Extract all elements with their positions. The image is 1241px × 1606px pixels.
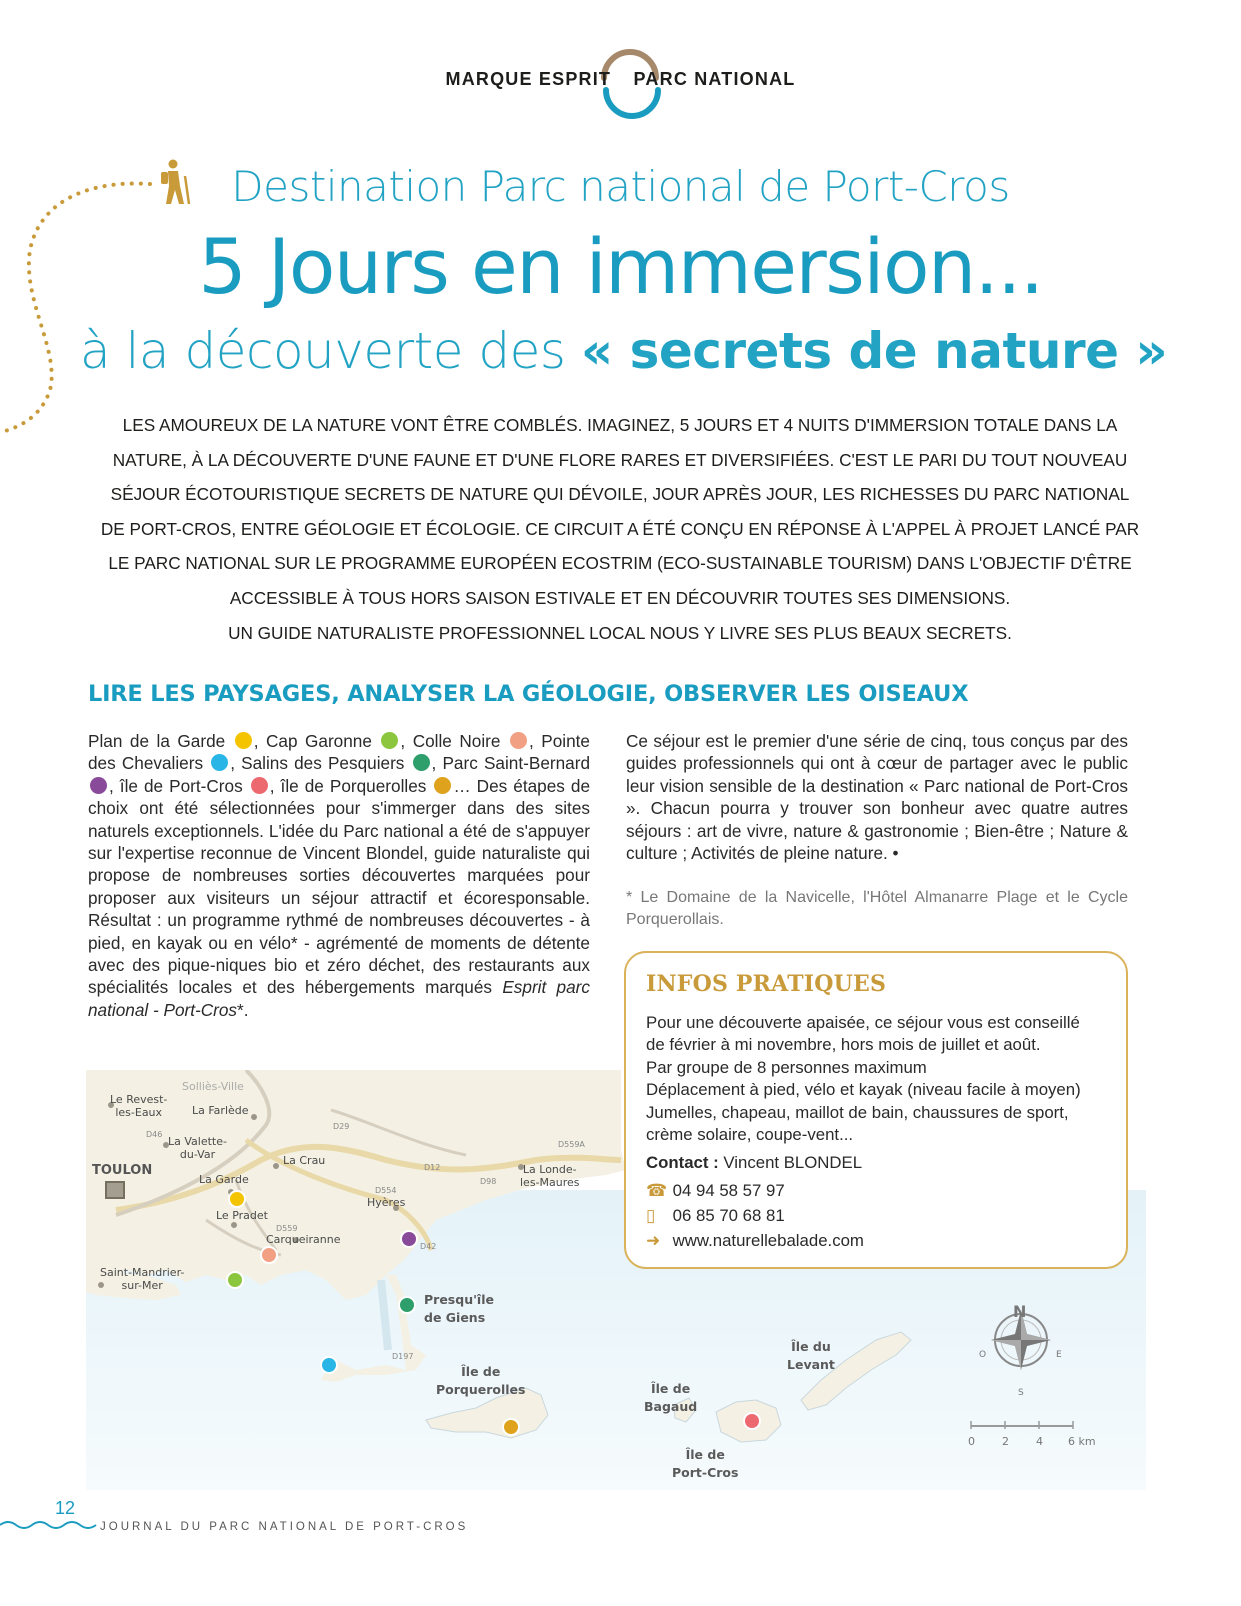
intro-line: LE PARC NATIONAL SUR LE PROGRAMME EUROPÉEN ECOSTRIM (ECO-SUSTAINABLE TOURISM) DANS L'OBJECTIF D'ÊTRE — [108, 553, 1132, 574]
text-fragment: , Pointe des Chevaliers — [88, 731, 590, 774]
road-label: D197 — [392, 1352, 414, 1361]
wave-decoration — [0, 1518, 100, 1532]
road-label: D559A — [558, 1140, 585, 1149]
kicker-part1: MARQUE ESPRIT — [445, 69, 612, 89]
map-label: La Londe- les-Maures — [520, 1163, 580, 1189]
yellow-marker-icon — [235, 732, 252, 749]
map-label: Le Revest- les-Eaux — [110, 1093, 168, 1119]
scale-label: 2 — [1002, 1435, 1009, 1448]
intro-line: DE PORT-CROS, ENTRE GÉOLOGIE ET ÉCOLOGIE. CE CIRCUIT A ÉTÉ CONÇU EN RÉPONSE À L'APPEL À PROJET LANCÉ PAR — [100, 518, 1140, 539]
phone-line — [646, 1181, 785, 1201]
footnote: * Le Domaine de la Navicelle, l'Hôtel Almanarre Plage et le Cycle Porquerollais. — [626, 889, 1128, 929]
mobile-number[interactable]: 06 85 70 68 81 — [672, 1206, 785, 1225]
dark-green-marker-icon — [413, 754, 430, 771]
orange-marker-icon — [434, 777, 451, 794]
info-line: Jumelles, chapeau, maillot de bain, chaussures de sport, — [646, 1102, 1069, 1122]
cyan-marker-icon — [211, 754, 228, 771]
page-number: 12 — [55, 1498, 76, 1518]
map-label-giens: Presqu'île de Giens — [424, 1292, 494, 1325]
compass-south: S — [1018, 1388, 1024, 1398]
text-fragment: Plan de la Garde — [88, 731, 226, 751]
arrow-right-icon: ➜ — [646, 1231, 661, 1250]
infos-title: INFOS PRATIQUES — [646, 971, 887, 997]
road-label: D12 — [424, 1163, 441, 1172]
map-label-porquerolles: Île de Porquerolles — [436, 1364, 526, 1397]
website-line — [646, 1231, 864, 1251]
road-label: D29 — [333, 1122, 350, 1131]
map-label-levant: Île du Levant — [787, 1339, 835, 1372]
map-label-bagaud: Île de Bagaud — [644, 1381, 698, 1414]
map-label: Hyères — [367, 1196, 406, 1209]
phone-number[interactable]: 04 94 58 57 97 — [672, 1181, 785, 1200]
scale-label: 4 — [1036, 1435, 1043, 1448]
map-label: La Crau — [283, 1154, 326, 1167]
map-label: Carqueiranne — [266, 1233, 341, 1246]
right-column-text: Ce séjour est le premier d'une série de cinq, tous conçus par des guides professionnels qui ont à cœur de partager avec le public leur vision sensible de la destination « Parc national de Port-Cros ». Chacun pourra y trouver son bonheur avec quatre autres séjours : art de vivre, nature & gastronomie ; Bien-être ; Nature & culture ; Activités de pleine nature. • — [626, 731, 1128, 864]
text-fragment: , île de Port-Cros — [109, 775, 243, 796]
main-title: 5 Jours en immersion... — [198, 222, 1043, 311]
map-label: La Farlède — [192, 1104, 249, 1117]
text-fragment: , île de Porquerolles — [269, 775, 427, 796]
brand-kicker — [0, 69, 1241, 90]
road-label: D559 — [276, 1224, 298, 1233]
intro-line: ACCESSIBLE À TOUS HORS SAISON ESTIVALE ET EN DÉCOUVRIR TOUTES SES DIMENSIONS. — [229, 587, 1011, 608]
map-label: La Garde — [199, 1173, 249, 1186]
intro-line: SÉJOUR ÉCOTOURISTIQUE SECRETS DE NATURE QUI DÉVOILE, JOUR APRÈS JOUR, LES RICHESSES DU PARC NATIONAL — [110, 484, 1130, 505]
left-column-text — [88, 730, 590, 1021]
text-fragment: , Salins des Pesquiers — [230, 753, 405, 774]
intro-paragraph — [90, 408, 1150, 650]
info-line: Par groupe de 8 personnes maximum — [646, 1057, 927, 1077]
text-fragment: , Cap Garonne — [253, 731, 372, 751]
map-label: La Valette- du-Var — [168, 1135, 227, 1161]
text-fragment: *. — [237, 999, 249, 1020]
info-line: Déplacement à pied, vélo et kayak (niveau facile à moyen) — [646, 1080, 1081, 1100]
salmon-marker-icon — [510, 732, 527, 749]
intro-line: UN GUIDE NATURALISTE PROFESSIONNEL LOCAL NOUS Y LIVRE SES PLUS BEAUX SECRETS. — [228, 622, 1012, 643]
info-line: de février à mi novembre, hors mois de juillet et août. — [646, 1035, 1041, 1055]
text-fragment: , Parc Saint-Bernard — [431, 753, 591, 774]
website-link[interactable]: www.naturellebalade.com — [672, 1231, 864, 1250]
intro-line: NATURE, À LA DÉCOUVERTE D'UNE FAUNE ET D'UNE FLORE RARES ET DIVERSIFIÉES. C'EST LE PARI DU TOUT NOUVEAU — [112, 449, 1128, 470]
tagline-pre: à la découverte des — [80, 322, 566, 380]
tagline-bold: « secrets de nature » — [580, 322, 1168, 380]
infos-pratiques-box — [624, 951, 1128, 1269]
map-label: Solliès-Ville — [182, 1080, 244, 1093]
telephone-icon: ☎ — [646, 1181, 668, 1200]
road-label: D42 — [420, 1242, 437, 1251]
compass-east: E — [1056, 1350, 1062, 1360]
intro-line: LES AMOUREUX DE LA NATURE VONT ÊTRE COMBLÉS. IMAGINEZ, 5 JOURS ET 4 NUITS D'IMMERSION TOTALE DANS LA — [122, 415, 1118, 435]
red-marker-icon — [251, 777, 268, 794]
purple-marker-icon — [90, 777, 107, 794]
green-marker-icon — [381, 732, 398, 749]
compass-west: O — [979, 1350, 987, 1360]
label-name-italic: Esprit parc national - Port-Cros — [88, 977, 590, 1020]
tagline — [80, 322, 1168, 380]
mobile-line — [646, 1206, 785, 1226]
map-label: Saint-Mandrier- sur-Mer — [100, 1266, 185, 1292]
section-heading: LIRE LES PAYSAGES, ANALYSER LA GÉOLOGIE, OBSERVER LES OISEAUX — [88, 681, 969, 707]
scale-label: 0 — [968, 1435, 975, 1448]
text-fragment: … Des étapes de choix ont été sélectionnées pour s'immerger dans des sites naturels exceptionnels. L'idée du Parc national a été de s'appuyer sur l'expertise reconnue de Vincent Blondel, guide naturaliste qui propose de nombreuses sorties découvertes marquées pour proposer aux visiteurs un séjour attractif et écoresponsable. Résultat : un programme rythmé de nombreuses découvertes - à pied, en kayak ou en vélo* - agrémenté de moments de détente avec des pique-niques bio et zéro déchet, des restaurants aux spécialités locales et des hébergements marqués — [88, 775, 591, 998]
infos-body — [646, 1012, 1116, 1146]
subtitle-destination: Destination Parc national de Port-Cros — [231, 162, 1010, 211]
map-label-portcros: Île de Port-Cros — [672, 1447, 739, 1480]
scale-label: 6 km — [1068, 1435, 1096, 1448]
info-line: Pour une découverte apaisée, ce séjour vous est conseillé — [646, 1013, 1080, 1032]
map-label-toulon: TOULON — [92, 1163, 153, 1178]
journal-name: JOURNAL DU PARC NATIONAL DE PORT-CROS — [100, 1521, 469, 1533]
compass-north: N — [1013, 1302, 1027, 1321]
contact-name: Vincent BLONDEL — [723, 1153, 863, 1172]
kicker-part2: PARC NATIONAL — [633, 69, 796, 89]
contact-line — [646, 1153, 862, 1173]
road-label: D554 — [375, 1186, 397, 1195]
road-label: D46 — [146, 1130, 163, 1139]
mobile-phone-icon: ▯ — [646, 1206, 656, 1225]
text-fragment: , Colle Noire — [400, 731, 501, 751]
map-label: Le Pradet — [216, 1209, 268, 1222]
road-label: D98 — [480, 1177, 497, 1186]
marker-plan-de-la-garde — [229, 1191, 245, 1207]
info-line: crème solaire, coupe-vent... — [646, 1125, 854, 1145]
contact-label: Contact : — [646, 1153, 719, 1172]
